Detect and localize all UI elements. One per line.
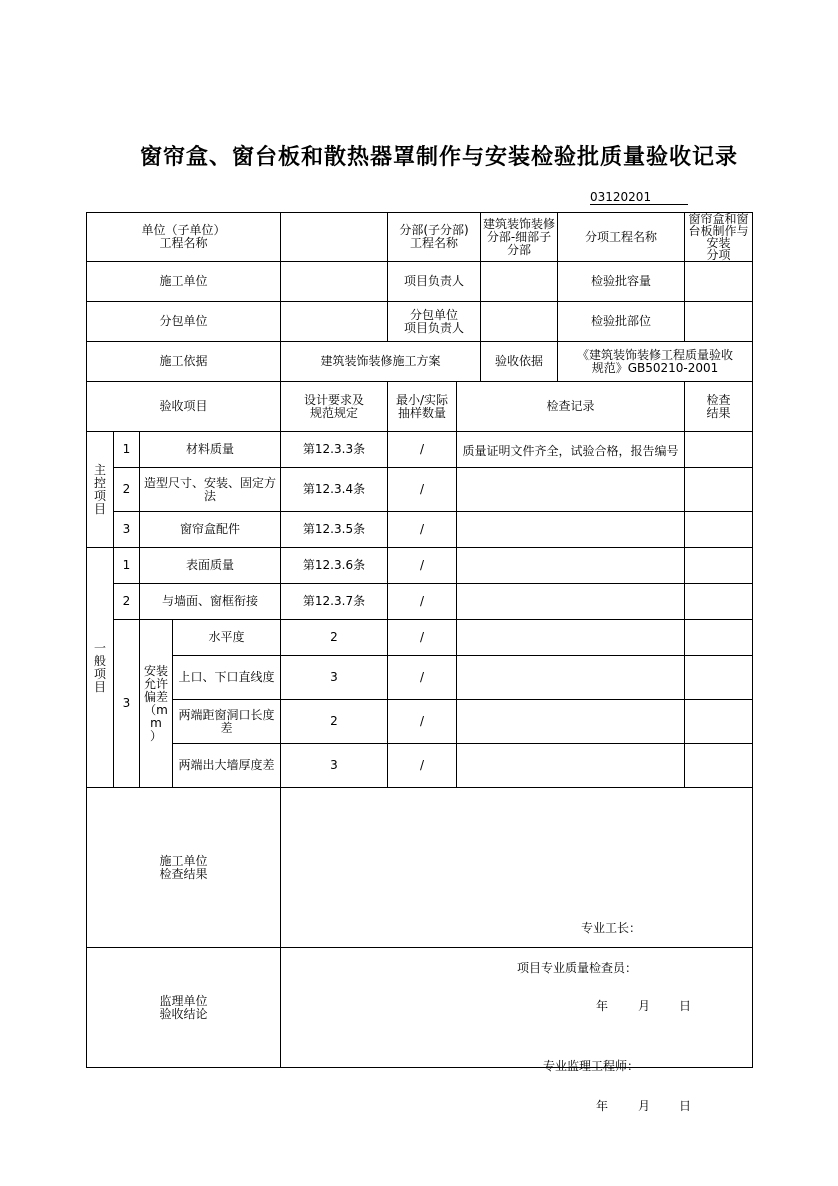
deviation-item-name: 两端出大墙厚度差 xyxy=(173,744,281,788)
deviation-item-result[interactable] xyxy=(685,700,753,744)
construction-basis-value: 建筑装饰装修施工方案 xyxy=(281,342,481,382)
general-item-clause: 第12.3.6条 xyxy=(281,548,388,584)
deviation-row-1 xyxy=(87,620,753,656)
col-sample-header: 最小/实际 抽样数量 xyxy=(388,382,457,432)
date-day-label: 日 xyxy=(679,1098,692,1113)
inspection-form-table xyxy=(86,212,753,1113)
deviation-no: 3 xyxy=(114,620,140,788)
header-row-3 xyxy=(87,302,753,342)
deviation-item-record[interactable] xyxy=(457,620,685,656)
main-item-record[interactable]: 质量证明文件齐全，试验合格，报告编号 xyxy=(457,432,685,468)
general-item-clause: 第12.3.7条 xyxy=(281,584,388,620)
batch-capacity-value[interactable] xyxy=(685,262,753,302)
general-item-no: 2 xyxy=(114,584,140,620)
deviation-item-name: 上口、下口直线度 xyxy=(173,656,281,700)
main-item-sample[interactable]: / xyxy=(388,512,457,548)
deviation-item-record[interactable] xyxy=(457,656,685,700)
deviation-item-result[interactable] xyxy=(685,744,753,788)
page-title: 窗帘盒、窗台板和散热器罩制作与安装检验批质量验收记录 xyxy=(139,144,738,170)
main-item-no: 3 xyxy=(114,512,140,548)
sub-manager-value[interactable] xyxy=(481,302,558,342)
col-result-header: 检查 结果 xyxy=(685,382,753,432)
sub-unit-value[interactable] xyxy=(281,302,388,342)
deviation-item-sample[interactable]: / xyxy=(388,700,457,744)
deviation-item-value: 3 xyxy=(281,656,388,700)
main-item-row-3 xyxy=(87,512,753,548)
header-row-1 xyxy=(87,213,753,262)
acceptance-basis-value: 《建筑装饰装修工程质量验收 规范》GB50210-2001 xyxy=(558,342,753,382)
date-year-label: 年 xyxy=(596,1098,609,1113)
deviation-item-record[interactable] xyxy=(457,700,685,744)
batch-location-value[interactable] xyxy=(685,302,753,342)
main-item-result[interactable] xyxy=(685,512,753,548)
construction-unit-label: 施工单位 xyxy=(87,262,281,302)
main-item-sample[interactable]: / xyxy=(388,468,457,512)
deviation-item-sample[interactable]: / xyxy=(388,620,457,656)
main-item-clause: 第12.3.5条 xyxy=(281,512,388,548)
item-name-value[interactable]: 窗帘盒和窗 台板制作与安装 分项 xyxy=(685,213,753,262)
general-item-row-2 xyxy=(87,584,753,620)
sub-manager-label: 分包单位 项目负责人 xyxy=(388,302,481,342)
general-item-no: 1 xyxy=(114,548,140,584)
construction-check-area[interactable] xyxy=(281,788,753,1013)
deviation-item-sample[interactable]: / xyxy=(388,744,457,788)
general-item-record[interactable] xyxy=(457,548,685,584)
main-item-no: 2 xyxy=(114,468,140,512)
batch-location-label: 检验批部位 xyxy=(558,302,685,342)
main-item-name: 材料质量 xyxy=(140,432,281,468)
construction-check-label: 施工单位 检查结果 xyxy=(87,788,281,948)
general-item-name: 表面质量 xyxy=(140,548,281,584)
main-item-name: 造型尺寸、安装、固定方法 xyxy=(140,468,281,512)
main-item-result[interactable] xyxy=(685,468,753,512)
main-item-record[interactable] xyxy=(457,512,685,548)
general-item-record[interactable] xyxy=(457,584,685,620)
deviation-item-sample[interactable]: / xyxy=(388,656,457,700)
general-item-name: 与墙面、窗框衔接 xyxy=(140,584,281,620)
date-month-label: 月 xyxy=(638,1098,651,1113)
general-item-sample[interactable]: / xyxy=(388,548,457,584)
unit-name-label: 单位（子单位） 工程名称 xyxy=(87,213,281,262)
column-header-row xyxy=(87,382,753,432)
subsection-name-label: 分部(子分部) 工程名称 xyxy=(388,213,481,262)
main-item-clause: 第12.3.3条 xyxy=(281,432,388,468)
deviation-item-value: 3 xyxy=(281,744,388,788)
general-item-sample[interactable]: / xyxy=(388,584,457,620)
deviation-row-4 xyxy=(87,744,753,788)
project-manager-label: 项目负责人 xyxy=(388,262,481,302)
deviation-item-name: 两端距窗洞口长度差 xyxy=(173,700,281,744)
main-control-group-label: 主 控 项 目 xyxy=(87,432,114,548)
batch-capacity-label: 检验批容量 xyxy=(558,262,685,302)
main-item-row-2 xyxy=(87,468,753,512)
acceptance-basis-label: 验收依据 xyxy=(481,342,558,382)
main-item-no: 1 xyxy=(114,432,140,468)
deviation-item-value: 2 xyxy=(281,620,388,656)
date-day-label: 日 xyxy=(679,998,692,1013)
general-item-row-1 xyxy=(87,548,753,584)
deviation-label: 安装 允许 偏差 （mm ） xyxy=(140,620,173,788)
deviation-row-2 xyxy=(87,656,753,700)
header-row-2 xyxy=(87,262,753,302)
date-month-label: 月 xyxy=(638,998,651,1013)
form-code: 03120201 xyxy=(590,190,688,205)
unit-name-value[interactable] xyxy=(281,213,388,262)
general-item-result[interactable] xyxy=(685,584,753,620)
sub-unit-label: 分包单位 xyxy=(87,302,281,342)
deviation-item-record[interactable] xyxy=(457,744,685,788)
foreman-signature-label: 专业工长： xyxy=(581,920,642,935)
date-year-label: 年 xyxy=(596,998,609,1013)
project-manager-value[interactable] xyxy=(481,262,558,302)
supervision-area[interactable] xyxy=(281,948,753,1113)
main-item-name: 窗帘盒配件 xyxy=(140,512,281,548)
col-design-header: 设计要求及 规范规定 xyxy=(281,382,388,432)
header-row-4 xyxy=(87,342,753,382)
quality-inspector-label: 项目专业质量检查员： xyxy=(517,960,638,975)
deviation-row-3 xyxy=(87,700,753,744)
deviation-item-name: 水平度 xyxy=(173,620,281,656)
construction-basis-label: 施工依据 xyxy=(87,342,281,382)
general-item-result[interactable] xyxy=(685,548,753,584)
col-item-header: 验收项目 xyxy=(87,382,281,432)
construction-check-row xyxy=(87,788,753,948)
deviation-item-result[interactable] xyxy=(685,656,753,700)
supervision-engineer-label: 专业监理工程师： xyxy=(543,1058,640,1073)
construction-unit-value[interactable] xyxy=(281,262,388,302)
main-item-record[interactable] xyxy=(457,468,685,512)
main-item-row-1 xyxy=(87,432,753,468)
main-item-result[interactable] xyxy=(685,432,753,468)
col-record-header: 检查记录 xyxy=(457,382,685,432)
deviation-item-value: 2 xyxy=(281,700,388,744)
main-item-clause: 第12.3.4条 xyxy=(281,468,388,512)
deviation-item-result[interactable] xyxy=(685,620,753,656)
item-name-label: 分项工程名称 xyxy=(558,213,685,262)
supervision-row xyxy=(87,948,753,1068)
general-group-label: 一 般 项 目 xyxy=(87,548,114,788)
main-item-sample[interactable]: / xyxy=(388,432,457,468)
supervision-label: 监理单位 验收结论 xyxy=(87,948,281,1068)
subsection-name-value[interactable]: 建筑装饰装修 分部-细部子分部 xyxy=(481,213,558,262)
